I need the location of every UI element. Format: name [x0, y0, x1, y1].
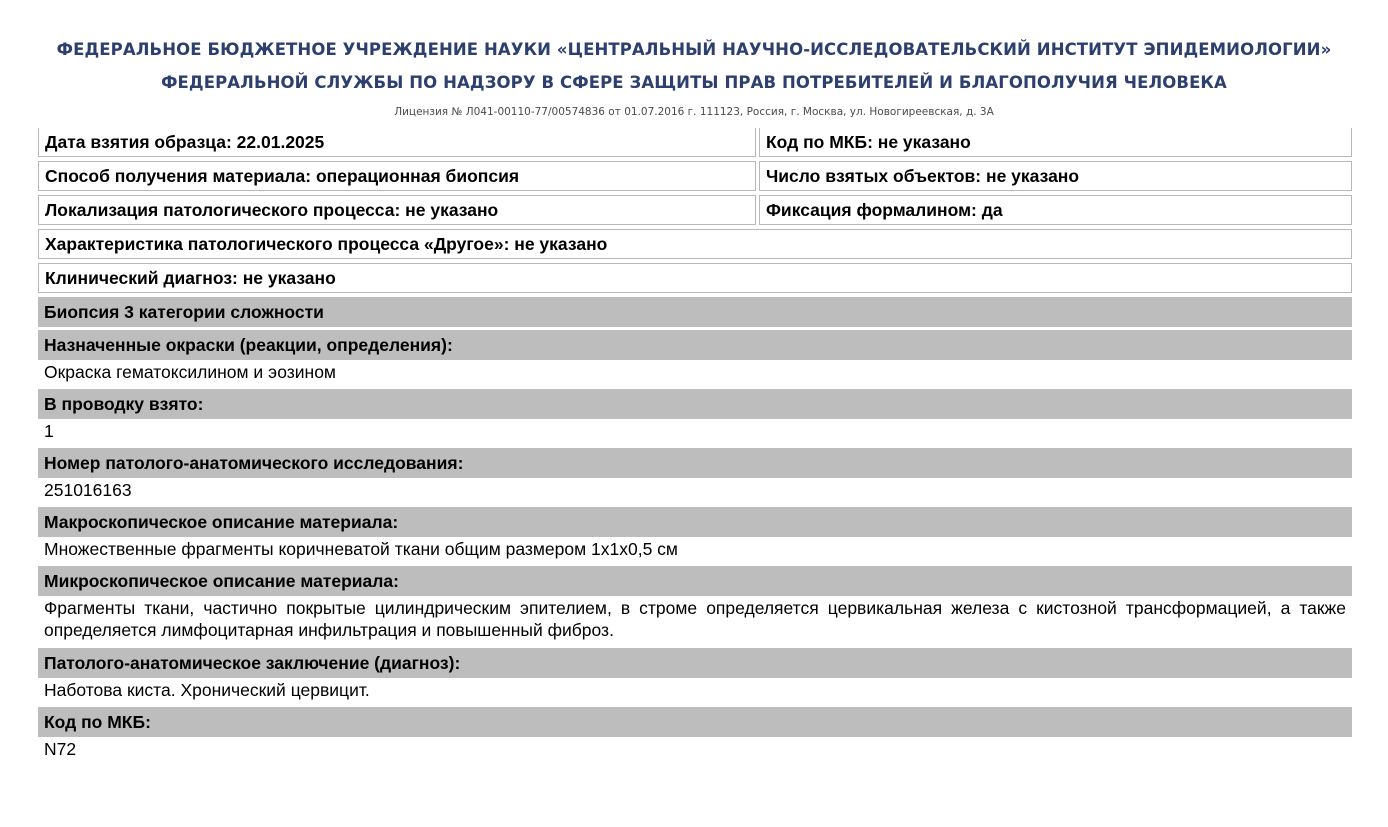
section-taken	[38, 389, 1352, 448]
section-content: Наботова киста. Хронический цервицит.	[44, 680, 370, 700]
clinical-diagnosis-field: Клинический диагноз: не указано	[38, 263, 1352, 293]
section-title: Патолого-анатомическое заключение (диагноз):	[38, 648, 1352, 678]
section-content: 251016163	[44, 480, 132, 500]
report-body	[38, 128, 1352, 766]
category-heading: Биопсия 3 категории сложности	[38, 297, 1352, 327]
section-title: Код по МКБ:	[38, 707, 1352, 737]
sample-date-field: Дата взятия образца: 22.01.2025	[38, 128, 756, 157]
row-localization	[38, 195, 1352, 225]
section-title: Микроскопическое описание материала:	[38, 566, 1352, 596]
section-study-number	[38, 448, 1352, 507]
section-content: N72	[44, 739, 77, 759]
section-content: Окраска гематоксилином и эозином	[44, 362, 336, 382]
row-sample-date	[38, 128, 1352, 157]
license-info: Лицензия № Л041-00110-77/00574836 от 01.07.2016 г. 111123, Россия, г. Москва, ул. Новогиреевская, д. 3А	[394, 106, 994, 118]
formalin-field: Фиксация формалином: да	[759, 195, 1352, 225]
section-content: Фрагменты ткани, частично покрытые цилиндрическим эпителием, в строме определяется цервикальная железа с кистозной трансформацией, а также определяется лимфоцитарная инфильтрация и повышенный фиброз.	[44, 598, 1346, 640]
localization-field: Локализация патологического процесса: не указано	[38, 195, 756, 225]
section-stains	[38, 330, 1352, 389]
section-conclusion	[38, 648, 1352, 707]
section-content: Множественные фрагменты коричневатой ткани общим размером 1х1х0,5 см	[44, 539, 678, 559]
row-characteristic	[38, 229, 1352, 259]
organization-name-line-2: ФЕДЕРАЛЬНОЙ СЛУЖБЫ ПО НАДЗОРУ В СФЕРЕ ЗАЩИТЫ ПРАВ ПОТРЕБИТЕЛЕЙ И БЛАГОПОЛУЧИЯ ЧЕЛОВЕКА	[161, 73, 1227, 92]
section-title: Макроскопическое описание материала:	[38, 507, 1352, 537]
section-icd	[38, 707, 1352, 766]
section-micro	[38, 566, 1352, 648]
material-method-field: Способ получения материала: операционная биопсия	[38, 161, 756, 191]
row-clinical-diagnosis	[38, 263, 1352, 293]
section-macro	[38, 507, 1352, 566]
section-title: Назначенные окраски (реакции, определения):	[38, 330, 1352, 360]
section-title: Номер патолого-анатомического исследования:	[38, 448, 1352, 478]
row-method	[38, 161, 1352, 191]
section-title: В проводку взято:	[38, 389, 1352, 419]
organization-name-line-1: ФЕДЕРАЛЬНОЕ БЮДЖЕТНОЕ УЧРЕЖДЕНИЕ НАУКИ «ЦЕНТРАЛЬНЫЙ НАУЧНО-ИССЛЕДОВАТЕЛЬСКИЙ ИНСТИТУТ ЭПИДЕМИОЛОГИИ»	[56, 40, 1332, 59]
objects-count-field: Число взятых объектов: не указано	[759, 161, 1352, 191]
characteristic-field: Характеристика патологического процесса «Другое»: не указано	[38, 229, 1352, 259]
section-content: 1	[44, 421, 54, 441]
icd-code-field: Код по МКБ: не указано	[759, 128, 1352, 157]
